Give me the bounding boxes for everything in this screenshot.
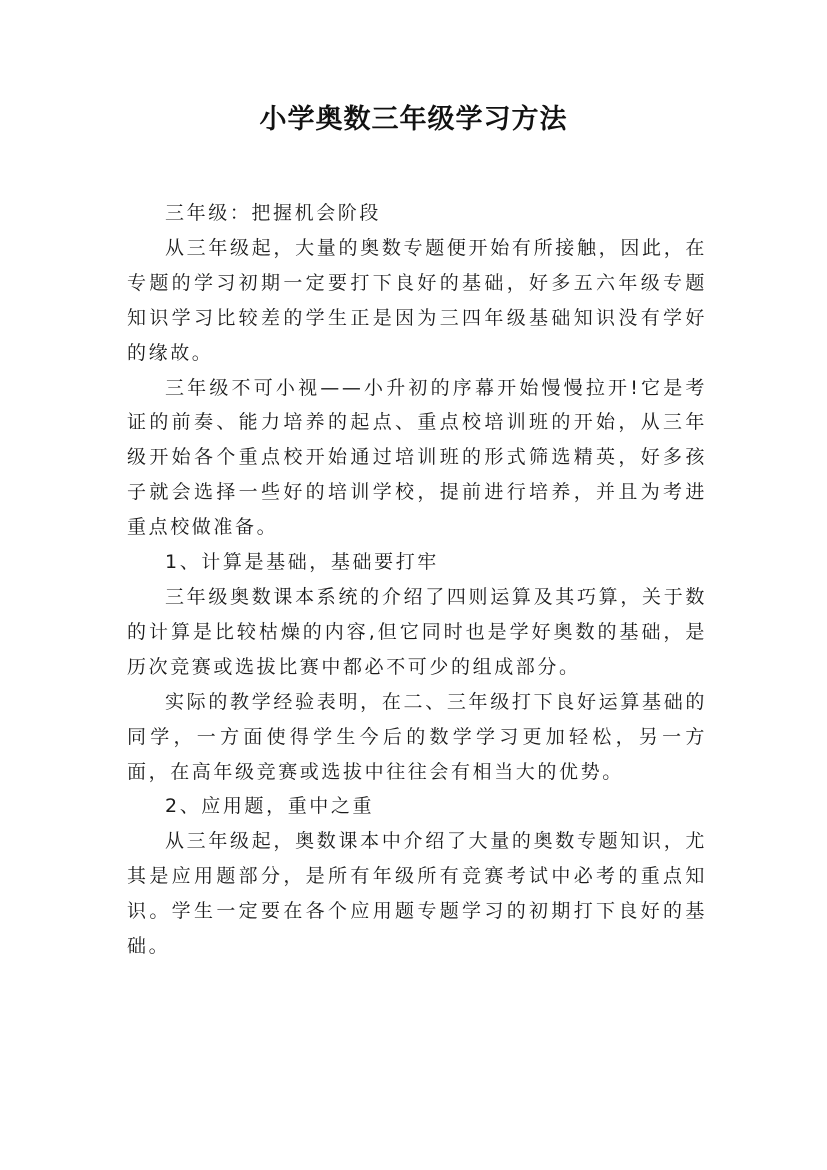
section-heading: 三年级：把握机会阶段 [165, 202, 382, 224]
document-body [127, 196, 707, 964]
document-title: 小学奥数三年级学习方法 [259, 104, 568, 135]
paragraph: 三年级不可小视——小升初的序幕开始慢慢拉开!它是考证的前奏、能力培养的起点、重点校培训班的开始，从三年级开始各个重点校开始通过培训班的形式筛选精英，好多孩子就会选择一些好的培训学校，提前进行培养，并且为考进重点校做准备。 [127, 376, 707, 539]
paragraph: 三年级奥数课本系统的介绍了四则运算及其巧算，关于数的计算是比较枯燥的内容,但它同时也是学好奥数的基础，是历次竞赛或选拔比赛中都必不可少的组成部分。 [127, 585, 707, 678]
section-heading: 2、应用题，重中之重 [165, 795, 375, 818]
section-heading: 1、计算是基础，基础要打牢 [165, 551, 439, 574]
paragraph: 从三年级起，奥数课本中介绍了大量的奥数专题知识，尤其是应用题部分，是所有年级所有竞赛考试中必考的重点知识。学生一定要在各个应用题专题学习的初期打下良好的基础。 [127, 830, 707, 958]
paragraph: 实际的教学经验表明，在二、三年级打下良好运算基础的同学，一方面使得学生今后的数学学习更加轻松，另一方面，在高年级竞赛或选拔中往往会有相当大的优势。 [127, 690, 707, 783]
paragraph: 从三年级起，大量的奥数专题便开始有所接触，因此，在专题的学习初期一定要打下良好的基础，好多五六年级专题知识学习比较差的学生正是因为三四年级基础知识没有学好的缘故。 [127, 236, 707, 364]
